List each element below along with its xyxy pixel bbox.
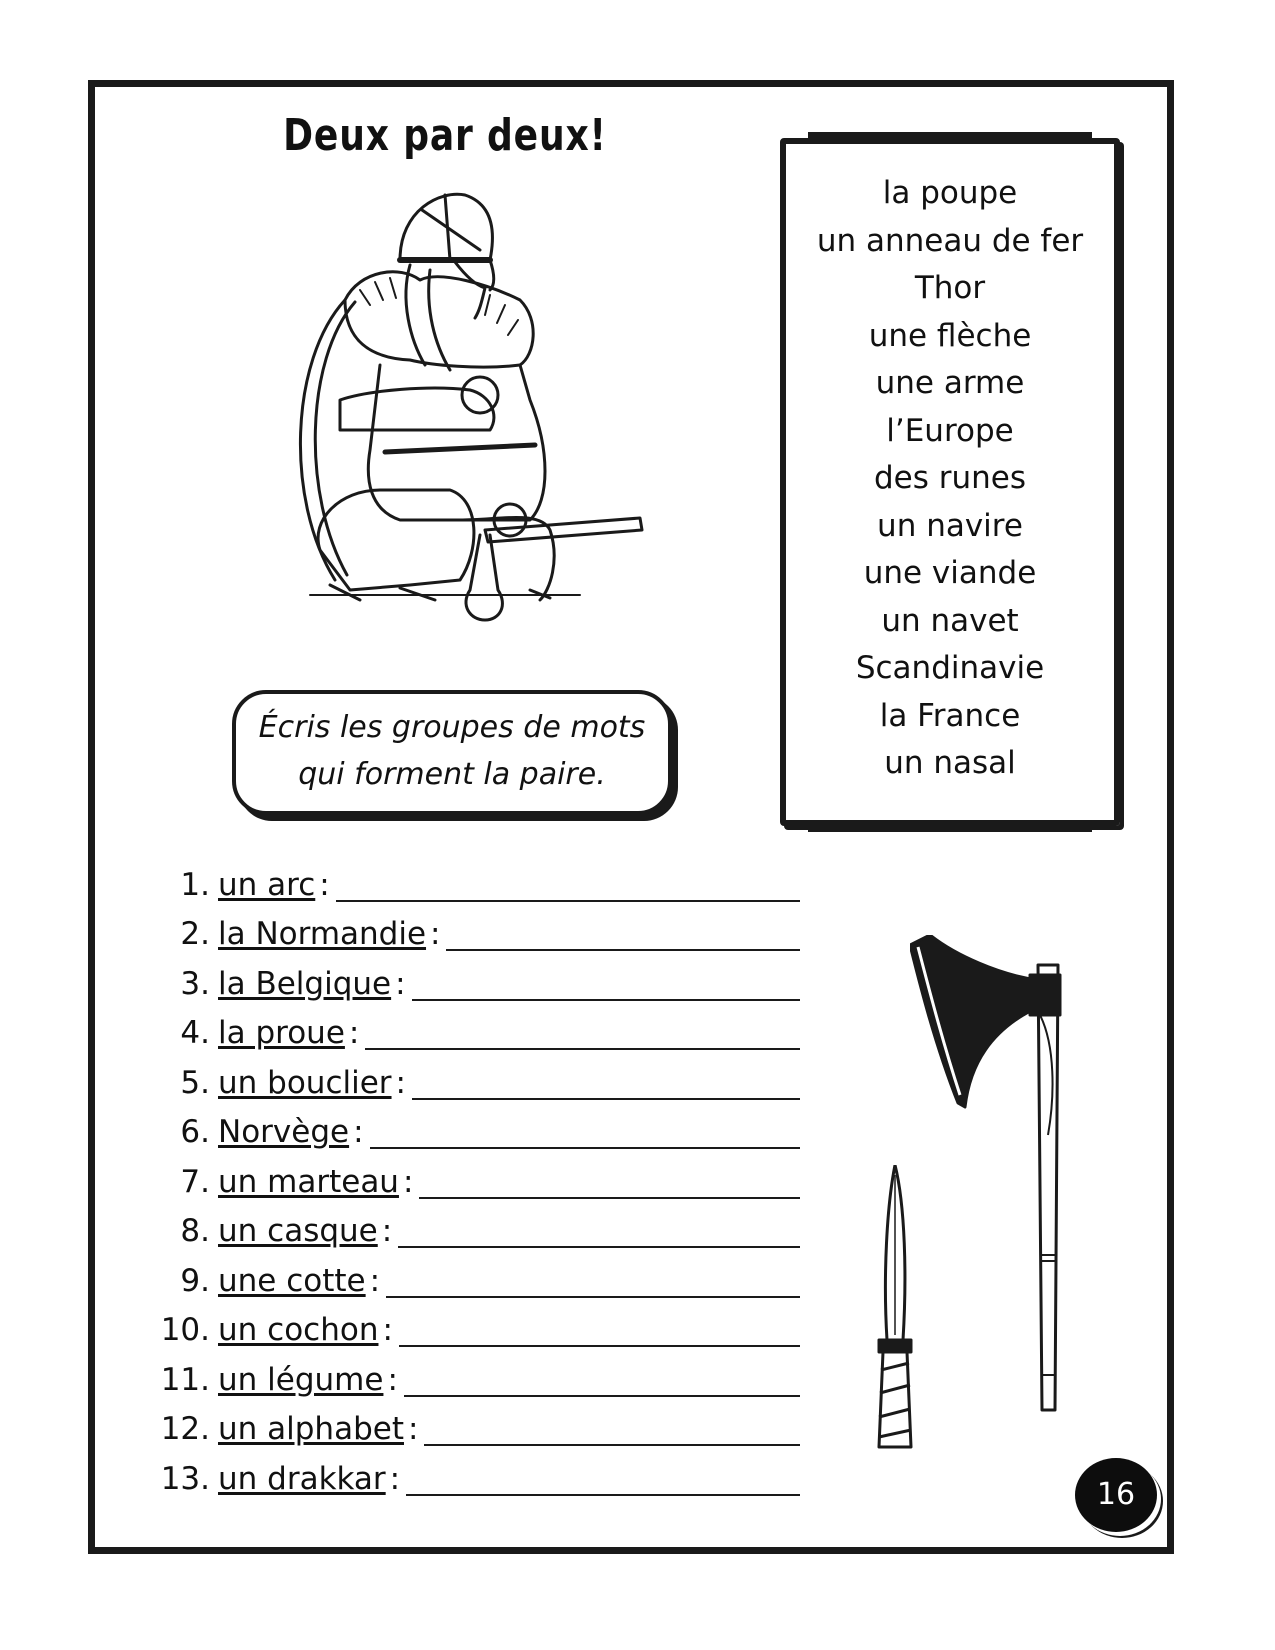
pair-row — [150, 1103, 800, 1153]
answer-line[interactable] — [446, 948, 800, 951]
pair-row — [150, 1202, 800, 1252]
answer-line[interactable] — [365, 1047, 800, 1050]
instruction-box — [232, 690, 672, 815]
answer-line[interactable] — [336, 899, 800, 902]
answer-line[interactable] — [412, 1097, 800, 1100]
pair-term: la proue — [218, 1015, 345, 1051]
word-bank-item: Scandinavie — [855, 650, 1045, 686]
pair-row — [150, 954, 800, 1004]
pair-term: un bouclier — [218, 1064, 392, 1101]
pair-number: 3. — [180, 965, 210, 1002]
pair-row — [150, 1400, 800, 1450]
pair-row — [150, 905, 800, 955]
dagger-icon — [865, 1165, 925, 1455]
pair-colon: : — [395, 1064, 406, 1101]
pair-term: un cochon — [218, 1312, 379, 1348]
word-bank-item: une viande — [863, 555, 1037, 591]
pair-row — [150, 1053, 800, 1103]
pair-row — [150, 1004, 800, 1054]
pair-row — [150, 855, 800, 905]
word-bank-item: une arme — [875, 365, 1025, 401]
answer-line[interactable] — [424, 1443, 800, 1446]
instruction-line: qui forment la paire. — [298, 757, 606, 792]
answer-line[interactable] — [419, 1196, 800, 1199]
pair-term: Norvège — [218, 1114, 350, 1150]
answer-line[interactable] — [406, 1493, 800, 1496]
pair-row — [150, 1350, 800, 1400]
pair-number: 8. — [180, 1213, 210, 1249]
word-bank-top-bar — [808, 132, 1092, 140]
pair-exercise-list — [150, 855, 800, 1499]
pair-colon: : — [381, 1213, 393, 1249]
pair-term: un marteau — [218, 1163, 399, 1200]
pair-row — [150, 1449, 800, 1499]
pair-term: un drakkar — [218, 1460, 386, 1497]
word-bank-item: un navire — [877, 507, 1023, 544]
pair-number: 12. — [160, 1411, 210, 1447]
answer-line[interactable] — [398, 1245, 800, 1248]
pair-colon: : — [430, 916, 441, 952]
word-bank-item: l’Europe — [886, 412, 1014, 449]
pair-term: une cotte — [218, 1262, 366, 1299]
pair-colon: : — [369, 1262, 381, 1299]
word-bank-item: une flèche — [868, 317, 1032, 354]
page-title: Deux par deux! — [283, 110, 607, 161]
answer-line[interactable] — [386, 1295, 800, 1298]
pair-colon: : — [402, 1163, 414, 1200]
pair-number: 6. — [180, 1114, 210, 1150]
pair-term: la Normandie — [218, 916, 427, 952]
pair-colon: : — [408, 1411, 419, 1447]
instruction-line: Écris les groupes de mots — [258, 710, 646, 745]
answer-line[interactable] — [404, 1394, 800, 1397]
pair-colon: : — [387, 1361, 398, 1398]
page-number-badge: 16 — [1075, 1458, 1157, 1532]
word-bank-item: la poupe — [882, 175, 1018, 211]
pair-term: un alphabet — [218, 1411, 404, 1447]
pair-number: 11. — [160, 1361, 210, 1398]
answer-line[interactable] — [399, 1344, 800, 1347]
axe-icon — [910, 935, 1090, 1425]
pair-number: 9. — [180, 1262, 210, 1299]
pair-number: 7. — [180, 1163, 210, 1200]
pair-colon: : — [348, 1015, 360, 1051]
word-bank — [780, 138, 1120, 826]
pair-number: 4. — [180, 1015, 210, 1051]
viking-warrior-icon — [250, 190, 690, 660]
pair-colon: : — [353, 1114, 364, 1150]
pair-row — [150, 1301, 800, 1351]
word-bank-item: la France — [879, 697, 1021, 734]
pair-number: 10. — [160, 1312, 210, 1348]
pair-row — [150, 1251, 800, 1301]
answer-line[interactable] — [370, 1146, 800, 1149]
pair-term: un casque — [218, 1213, 378, 1249]
word-bank-bottom-bar — [808, 824, 1092, 832]
word-bank-item: un navet — [881, 602, 1019, 639]
pair-number: 2. — [180, 916, 210, 952]
pair-colon: : — [395, 965, 406, 1002]
word-bank-item: des runes — [873, 460, 1027, 496]
pair-number: 1. — [180, 866, 210, 903]
pair-number: 5. — [180, 1064, 210, 1101]
word-bank-list — [786, 144, 1114, 788]
pair-term: la Belgique — [218, 965, 392, 1002]
word-bank-item: un anneau de fer — [816, 222, 1084, 259]
pair-term: un arc — [218, 866, 316, 903]
answer-line[interactable] — [412, 998, 800, 1001]
pair-colon: : — [382, 1312, 393, 1348]
pair-number: 13. — [160, 1460, 210, 1497]
pair-colon: : — [319, 866, 330, 903]
word-bank-item: un nasal — [884, 745, 1016, 781]
pair-term: un légume — [218, 1361, 384, 1398]
pair-colon: : — [389, 1460, 401, 1497]
word-bank-item: Thor — [914, 270, 986, 306]
pair-row — [150, 1152, 800, 1202]
